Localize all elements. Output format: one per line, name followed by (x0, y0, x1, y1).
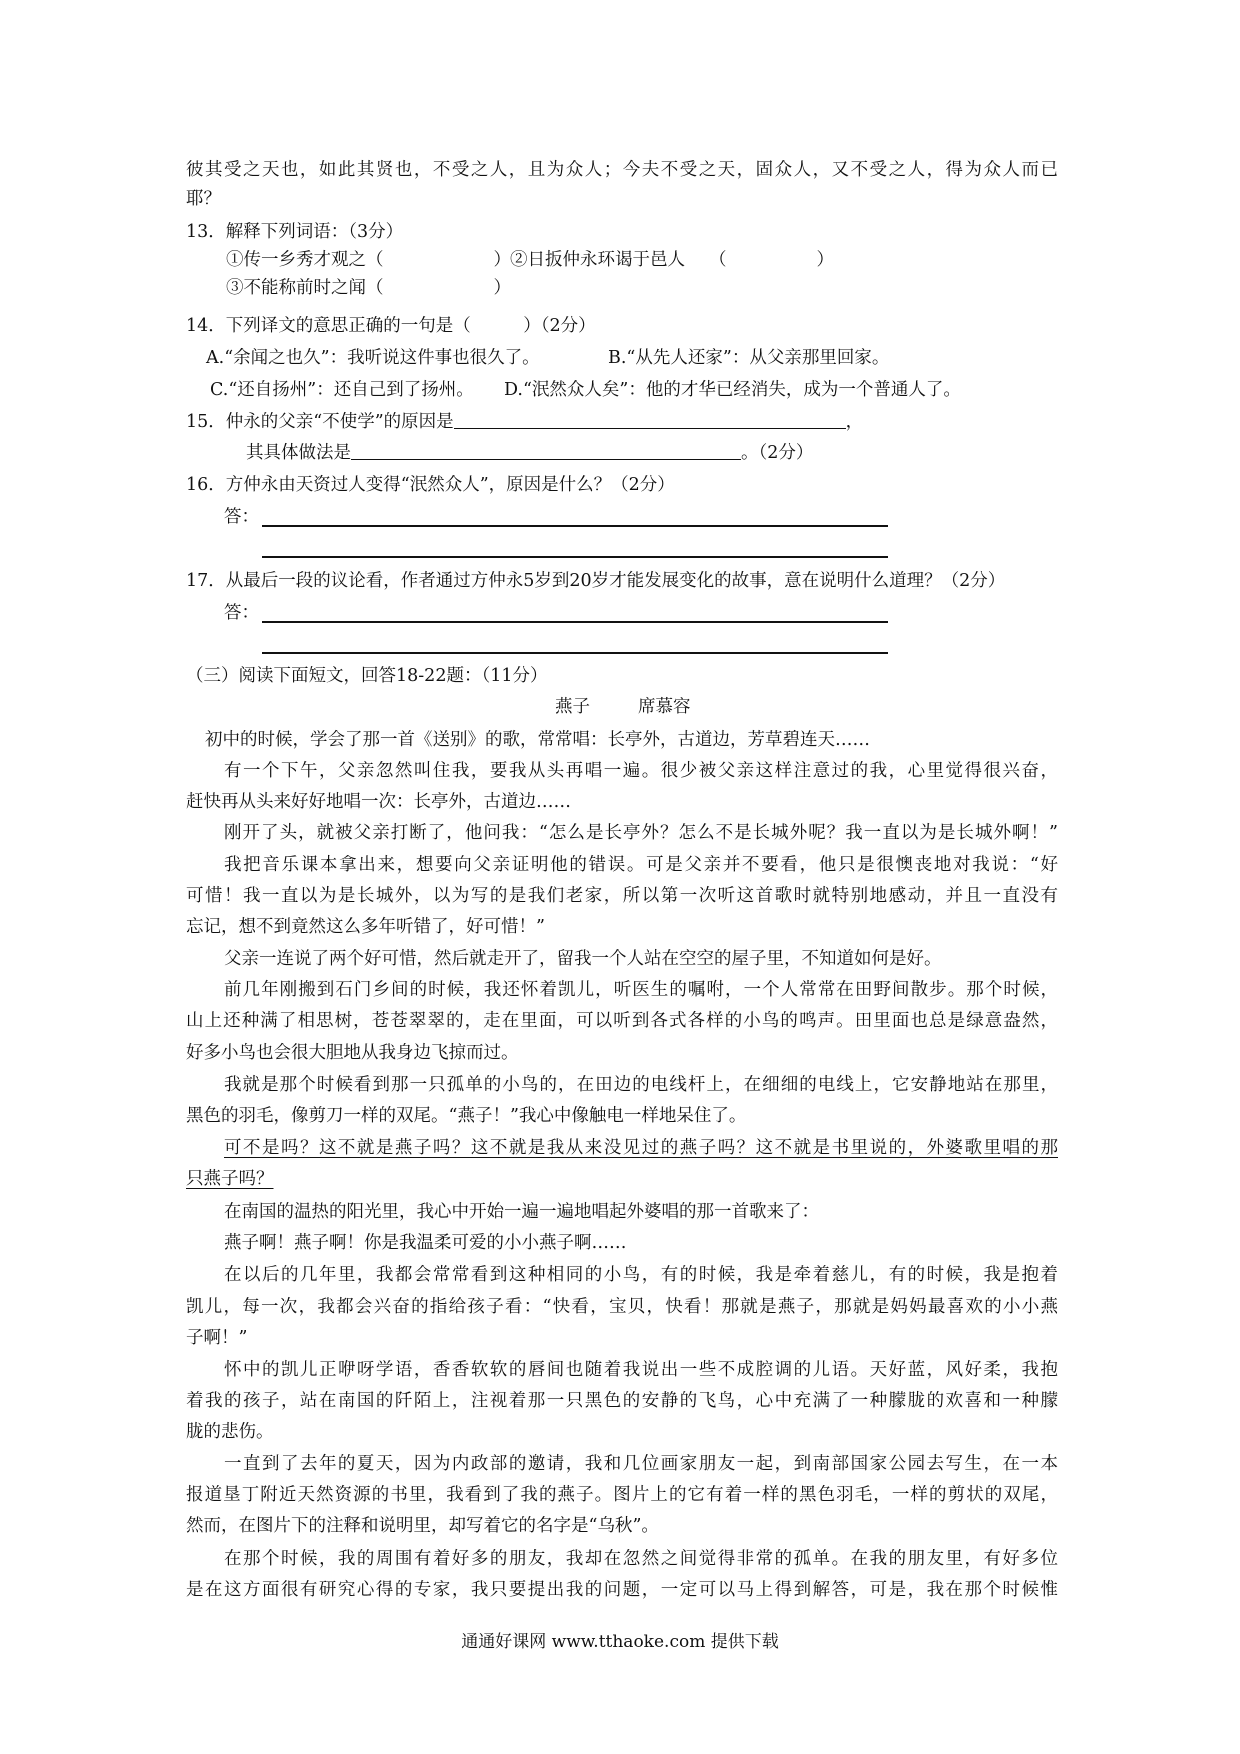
q15-prompt-1: 15．仲永的父亲“不使学”的原因是 (186, 412, 454, 432)
passage-line: 在那个时候，我的周围有着好多的朋友，我却在忽然之间觉得非常的孤单。在我的朋友里，有好多位 (224, 1549, 1058, 1569)
passage-line: 报道垦丁附近天然资源的书里，我看到了我的燕子。图片上的它有着一样的黑色羽毛，一样的剪状的双尾， (186, 1485, 1058, 1505)
intro-line-1: 彼其受之天也，如此其贤也，不受之人，且为众人；今夫不受之天，固众人，又不受之人，得为众人而已 (186, 160, 1058, 180)
q13-item-2-close: ） (816, 250, 834, 270)
q13-item-2-text: ②日扳仲永环谒于邑人 (510, 250, 685, 270)
q17-title: 17．从最后一段的议论看，作者通过方仲永5岁到20岁才能发展变化的故事，意在说明什么道理？（2分） (186, 571, 1006, 591)
q13-item-2 (510, 248, 834, 272)
q16-answer-line-2[interactable] (262, 556, 888, 558)
q17-answer-label: 答： (224, 603, 259, 623)
q13-item-3-close: ） (493, 278, 511, 298)
passage-line: 忘记，想不到竟然这么多年听错了，好可惜！” (186, 917, 545, 937)
passage-line: 一直到了去年的夏天，因为内政部的邀请，我和几位画家朋友一起，到南部国家公园去写生，在一本 (224, 1454, 1058, 1474)
q13-item-3 (226, 276, 511, 300)
passage-line: 前几年刚搬到石门乡间的时候，我还怀着凯儿，听医生的嘱咐，一个人常常在田野间散步。那个时候， (224, 980, 1058, 1000)
q16-title: 16．方仲永由天资过人变得“泯然众人”，原因是什么？（2分） (186, 475, 675, 495)
q16-answer-line-1[interactable] (262, 525, 888, 527)
q13-item-2-open: （ (709, 250, 727, 270)
q14-title: 14．下列译文的意思正确的一句是（ ）（2分） (186, 316, 596, 336)
q15-comma: ， (845, 412, 864, 432)
passage-line: 黑色的羽毛，像剪刀一样的双尾。“燕子！”我心中像触电一样地呆住了。 (186, 1106, 747, 1126)
q14-option-c: C.“还自扬州”：还自己到了扬州。 (210, 380, 474, 400)
section-3-heading: （三）阅读下面短文，回答18-22题：（11分） (186, 666, 548, 686)
passage-line: 好多小鸟也会很大胆地从我身边飞掠而过。 (186, 1043, 519, 1063)
passage-line: 是在这方面很有研究心得的专家，我只要提出我的问题，一定可以马上得到解答，可是，我在那个时候惟 (186, 1580, 1058, 1600)
passage-line: 然而，在图片下的注释和说明里，却写着它的名字是“乌秋”。 (186, 1516, 659, 1536)
passage-line: 子啊！” (186, 1328, 248, 1348)
q15-prompt-2: 其具体做法是 (246, 443, 351, 463)
q15-answer-blank-1[interactable] (454, 410, 846, 429)
intro-line-2: 耶？ (186, 189, 221, 209)
passage-line: 在以后的几年里，我都会常常看到这种相同的小鸟，有的时候，我是牵着慈儿，有的时候，我是抱着 (224, 1265, 1058, 1285)
q16-answer-label: 答： (224, 507, 259, 527)
q15-score: 。（2分） (741, 443, 814, 463)
q15-answer-blank-2[interactable] (351, 441, 741, 460)
q13-item-1-close: ） (493, 250, 511, 270)
passage-line: 只燕子吗？ (186, 1169, 274, 1189)
passage-line: 在南国的温热的阳光里，我心中开始一遍一遍地唱起外婆唱的那一首歌来了： (224, 1202, 819, 1222)
passage-line: 燕子啊！燕子啊！你是我温柔可爱的小小燕子啊…… (224, 1233, 627, 1253)
passage-line: 有一个下午，父亲忽然叫住我，要我从头再唱一遍。很少被父亲这样注意过的我，心里觉得很兴奋， (224, 761, 1058, 781)
passage-author: 席慕容 (638, 697, 691, 717)
passage-line: 我就是那个时候看到那一只孤单的小鸟的，在田边的电线杆上，在细细的电线上，它安静地站在那里， (224, 1075, 1058, 1095)
q17-answer-line-1[interactable] (262, 621, 888, 623)
passage-line: 怀中的凯儿正咿呀学语，香香软软的唇间也随着我说出一些不成腔调的儿语。天好蓝，风好柔，我抱 (224, 1360, 1058, 1380)
passage-line: 初中的时候，学会了那一首《送别》的歌，常常唱：长亭外，古道边，芳草碧连天…… (205, 730, 870, 750)
q15-line-2 (246, 441, 813, 465)
passage-line: 着我的孩子，站在南国的阡陌上，注视着那一只黑色的安静的飞鸟，心中充满了一种朦胧的欢喜和一种朦 (186, 1391, 1058, 1411)
q15-line-1 (186, 410, 863, 434)
passage-line: 可不是吗？这不就是燕子吗？这不就是我从来没见过的燕子吗？这不就是书里说的，外婆歌里唱的那 (224, 1138, 1058, 1158)
q17-answer-line-2[interactable] (262, 652, 888, 654)
passage-line: 胧的悲伤。 (186, 1422, 274, 1442)
q13-item-1 (226, 248, 511, 272)
passage-line: 我把音乐课本拿出来，想要向父亲证明他的错误。可是父亲并不要看，他只是很懊丧地对我说：“好 (224, 855, 1058, 875)
page-footer: 通通好课网 www.tthaoke.com 提供下载 (461, 1632, 779, 1652)
q14-option-a: A.“余闻之也久”：我听说这件事也很久了。 (206, 348, 540, 368)
q13-item-3-text: ③不能称前时之闻（ (226, 278, 384, 298)
q13-item-1-text: ①传一乡秀才观之（ (226, 250, 384, 270)
q13-title: 13．解释下列词语：（3分） (186, 222, 404, 242)
q14-option-b: B.“从先人还家”：从父亲那里回家。 (608, 348, 890, 368)
passage-line: 可惜！我一直以为是长城外，以为写的是我们老家，所以第一次听这首歌时就特别地感动，并且一直没有 (186, 886, 1058, 906)
passage-line: 山上还种满了相思树，苍苍翠翠的，走在里面，可以听到各式各样的小鸟的鸣声。田里面也总是绿意盎然， (186, 1011, 1058, 1031)
passage-line: 刚开了头，就被父亲打断了，他问我：“怎么是长亭外？怎么不是长城外呢？我一直以为是长城外啊！” (224, 823, 1058, 843)
passage-line: 赶快再从头来好好地唱一次：长亭外，古道边…… (186, 792, 571, 812)
q14-option-d: D.“泯然众人矣”：他的才华已经消失，成为一个普通人了。 (504, 380, 961, 400)
passage-line: 凯儿，每一次，我都会兴奋的指给孩子看：“快看，宝贝，快看！那就是燕子，那就是妈妈最喜欢的小小燕 (186, 1297, 1058, 1317)
passage-line: 父亲一连说了两个好可惜，然后就走开了，留我一个人站在空空的屋子里，不知道如何是好。 (224, 949, 942, 969)
passage-title: 燕子 (555, 697, 590, 717)
